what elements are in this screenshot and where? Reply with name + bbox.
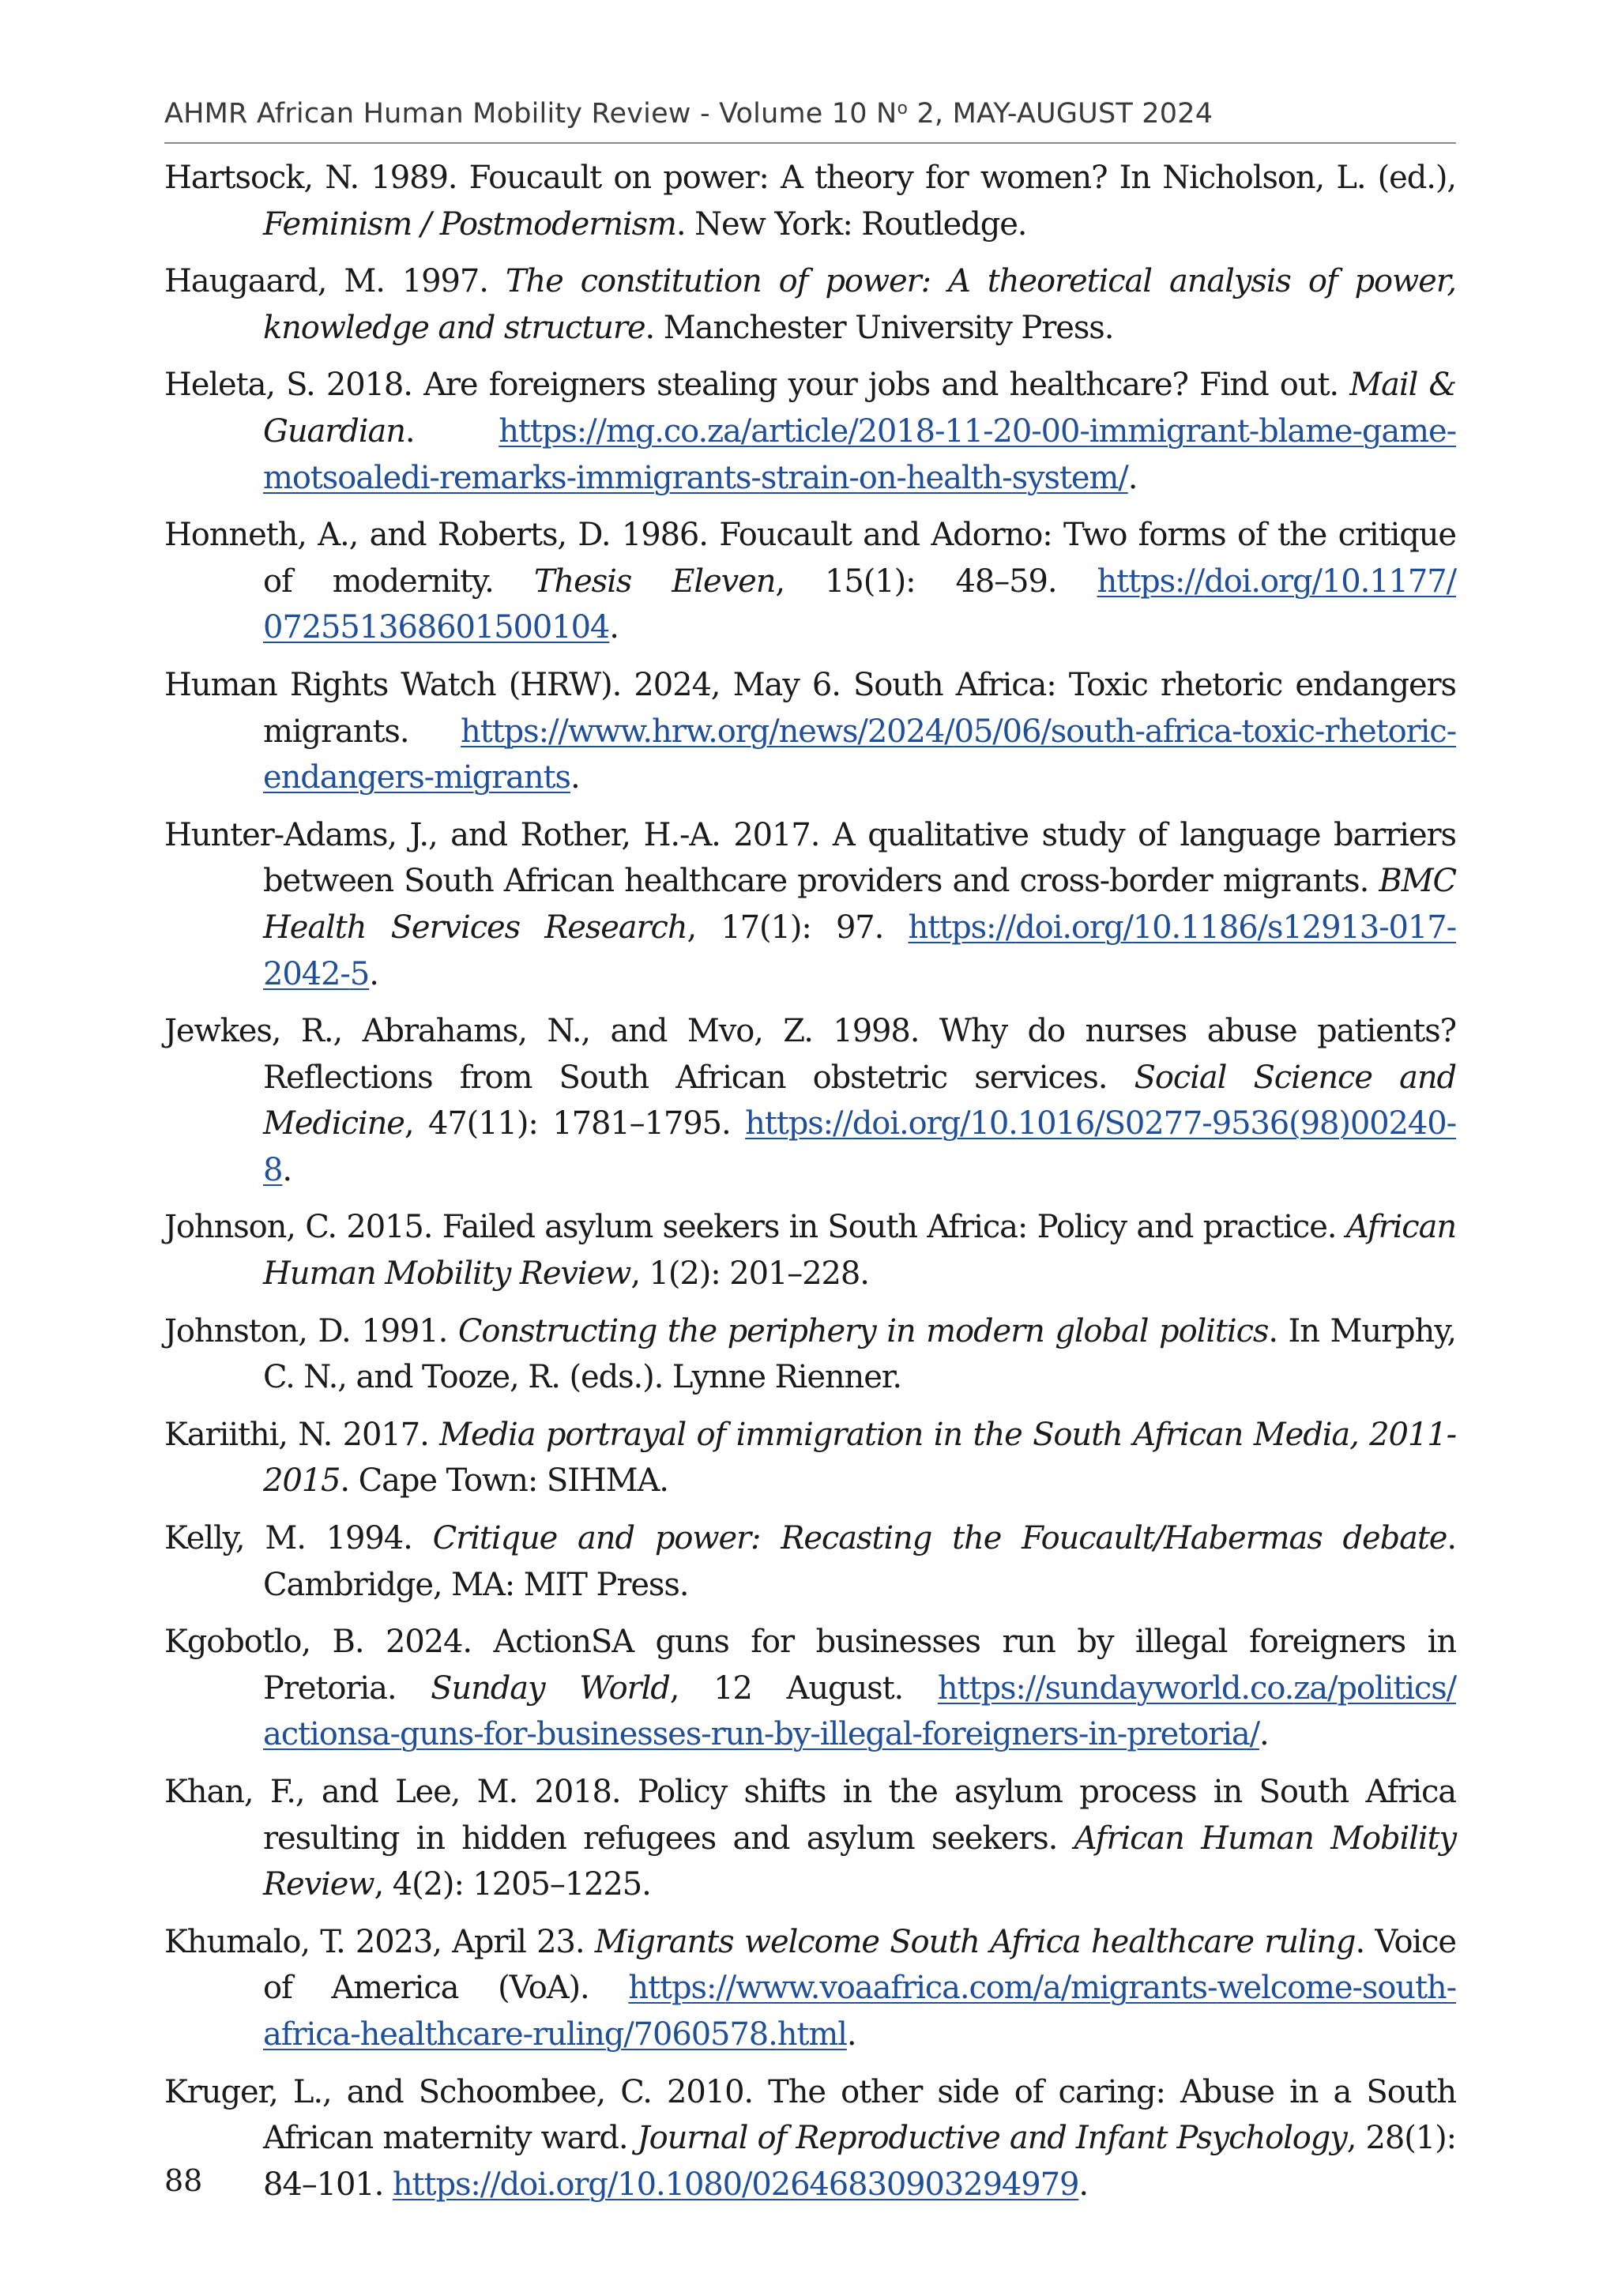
header-rule [164,142,1456,144]
reference-entry [164,1619,1456,1758]
reference-text: Kelly, M. 1994. [164,1520,433,1557]
reference-text: Khan, F., and Lee, M. 2018. Policy shifts in the asylum process in South Africa resulting in hidden refugees and asylum seekers. [164,1774,1456,1857]
reference-entry [164,662,1456,801]
reference-text: . [1127,459,1138,496]
running-head-superscript: o [897,99,909,119]
reference-title-italic: Media portrayal of immigration in the South African Media, 2011-2015 [263,1416,1456,1500]
reference-text: . Cambridge, MA: MIT Press. [263,1520,1457,1603]
reference-title-italic: Feminism / Postmodernism [263,205,676,243]
reference-entry [164,512,1456,651]
reference-entry [164,1515,1456,1608]
reference-text: . [282,1151,292,1188]
reference-text: . Cape Town: SIHMA. [340,1462,668,1500]
reference-text: Human Rights Watch (HRW). 2024, May 6. South Africa: Toxic rhetoric endangers migrants. [164,666,1456,750]
reference-text: Jewkes, R., Abrahams, N., and Mvo, Z. 1998. Why do nurses abuse patients? Reflections from South African obstetric services. [164,1013,1456,1096]
reference-text: Kgobotlo, B. 2024. ActionSA guns for businesses run by illegal foreigners in Pretoria. [164,1624,1456,1707]
reference-entry [164,1204,1456,1297]
reference-entry [164,155,1456,247]
reference-text: . [846,2016,856,2053]
reference-link[interactable]: https://www.voaafrica.com/a/migrants-welcome-south-africa-healthcare-ruling/7060578.html [263,1970,1456,2053]
reference-text: . [404,412,499,450]
reference-link[interactable]: https://sundayworld.co.za/politics/actionsa-guns-for-businesses-run-by-illegal-foreigners-in-pretoria/ [263,1669,1457,1753]
reference-list [164,155,1456,2219]
reference-text: Hartsock, N. 1989. Foucault on power: A theory for women? In Nicholson, L. (ed.), [164,160,1456,196]
reference-title-italic: Mail & Guardian [263,367,1456,450]
reference-text: . [1259,1716,1269,1753]
reference-text: . [369,955,378,992]
reference-link[interactable]: https://doi.org/10.1177/072551368601500104 [263,563,1456,646]
reference-entry [164,1008,1456,1193]
reference-text: . New York: Routledge. [675,205,1027,243]
reference-text: . Voice of America (VoA). [263,1923,1456,2007]
reference-title-italic: African Human Mobility Review [263,1820,1456,1903]
reference-text: Johnson, C. 2015. Failed asylum seekers in South Africa: Policy and practice. [164,1209,1346,1246]
reference-entry [164,1919,1456,2058]
reference-text: . [609,609,619,646]
reference-text: Honneth, A., and Roberts, D. 1986. Foucault and Adorno: Two forms of the critique of modernity. [164,517,1456,600]
page-number: 88 [164,2163,203,2198]
reference-text: Kariithi, N. 2017. [164,1416,440,1453]
reference-text: Heleta, S. 2018. Are foreigners stealing your jobs and healthcare? Find out. [164,367,1350,404]
reference-link[interactable]: https://mg.co.za/article/2018-11-20-00-immigrant-blame-game-motsoaledi-remarks-immigrants-strain-on-health-system/ [263,412,1456,496]
reference-title-italic: Critique and power: Recasting the Foucault/Habermas debate [432,1520,1447,1557]
reference-link[interactable]: https://doi.org/10.1186/s12913-017-2042-5 [263,909,1456,992]
reference-title-italic: Migrants welcome South Africa healthcare ruling [594,1923,1356,1960]
reference-entry [164,258,1456,351]
running-head-suffix: 2, MAY-AUGUST 2024 [908,98,1214,130]
reference-text: , 28(1): 84–101. [263,2120,1456,2203]
running-head [164,98,1456,130]
reference-link[interactable]: https://doi.org/10.1016/S0277-9536(98)00240-8 [263,1105,1456,1188]
reference-text: . In Murphy, C. N., and Tooze, R. (eds.). Lynne Rienner. [263,1312,1457,1396]
reference-title-italic: BMC Health Services Research [263,863,1456,946]
reference-text: , 15(1): 48–59. [775,563,1097,600]
reference-text: Hunter-Adams, J., and Rother, H.-A. 2017. A qualitative study of language barriers between South African healthcare providers and cross-border migrants. [164,816,1456,900]
running-head-prefix: AHMR African Human Mobility Review - Volume 10 N [164,98,897,130]
reference-title-italic: Social Science and Medicine [263,1059,1456,1142]
reference-title-italic: African Human Mobility Review [263,1209,1456,1293]
reference-text: Haugaard, M. 1997. [164,263,506,300]
reference-entry [164,2069,1456,2208]
reference-text: . [570,759,580,796]
reference-title-italic: Thesis Eleven [533,563,776,600]
reference-link[interactable]: https://doi.org/10.1080/02646830903294979 [392,2166,1079,2203]
reference-text: , 1(2): 201–228. [630,1255,869,1293]
reference-text: , 47(11): 1781–1795. [404,1105,746,1142]
reference-entry [164,1412,1456,1504]
reference-link[interactable]: https://www.hrw.org/news/2024/05/06/south-africa-toxic-rhetoric-endangers-migrants [263,713,1456,796]
reference-text: Johnston, D. 1991. [164,1312,458,1349]
reference-entry [164,362,1456,501]
reference-title-italic: Sunday World [431,1669,670,1707]
reference-text: . [1078,2166,1088,2203]
reference-entry [164,812,1456,997]
reference-text: , 12 August. [669,1669,938,1707]
reference-entry [164,1769,1456,1908]
reference-text: , 17(1): 97. [687,909,909,946]
reference-title-italic: The constitution of power: A theoretical analysis of power, knowledge and structure [263,263,1456,346]
reference-text: , 4(2): 1205–1225. [374,1866,651,1903]
reference-title-italic: Journal of Reproductive and Infant Psychology [637,2120,1347,2157]
reference-text: Khumalo, T. 2023, April 23. [164,1923,595,1960]
reference-title-italic: Constructing the periphery in modern global politics [457,1312,1269,1349]
reference-text: . Manchester University Press. [645,309,1114,346]
reference-text: Kruger, L., and Schoombee, C. 2010. The other side of caring: Abuse in a South African maternity ward. [164,2073,1456,2157]
reference-entry [164,1308,1456,1401]
